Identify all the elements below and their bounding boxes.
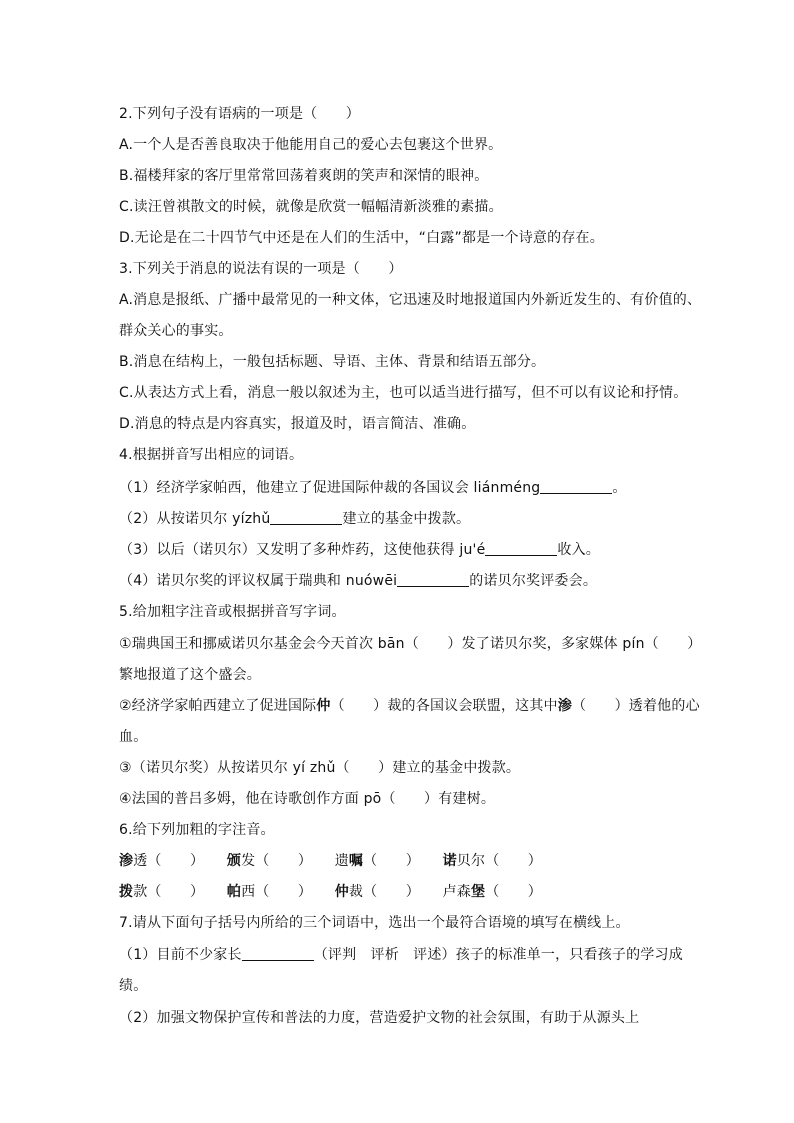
pinyin-item: 卢森堡（ ） xyxy=(442,884,542,900)
question-6-row-1 xyxy=(119,851,679,871)
question-4-stem: 4.根据拼音写出相应的词语。 xyxy=(119,447,304,463)
question-5-item-2: ②经济学家帕西建立了促进国际仲（ ）裁的各国议会联盟，这其中渗（ ）透着他的心 xyxy=(119,698,700,714)
question-5-stem: 5.给加粗字注音或根据拼音写字词。 xyxy=(119,604,346,620)
question-3-option-b: B.消息在结构上，一般包括标题、导语、主体、背景和结语五部分。 xyxy=(119,354,546,370)
question-3-option-a: A.消息是报纸、广播中最常见的一种文体，它迅速及时地报道国内外新近发生的、有价值的、 xyxy=(119,292,702,308)
pinyin-item: 遗嘱（ ） xyxy=(334,853,420,869)
pinyin-item: 诺贝尔（ ） xyxy=(442,853,542,869)
answer-blank[interactable] xyxy=(540,479,612,494)
question-2-stem: 2.下列句子没有语病的一项是（ ） xyxy=(119,106,360,122)
question-5-item-4: ④法国的普吕多姆，他在诗歌创作方面 pō（ ）有建树。 xyxy=(119,791,496,807)
question-6-row-2 xyxy=(119,882,679,902)
answer-blank[interactable] xyxy=(242,946,314,961)
question-5-item-3: ③（诺贝尔奖）从按诺贝尔 yí zhǔ（ ）建立的基金中拨款。 xyxy=(119,760,521,776)
answer-blank[interactable] xyxy=(485,541,557,556)
pinyin-item: 拨款（ ） xyxy=(119,884,205,900)
answer-blank[interactable] xyxy=(397,572,469,587)
question-2-option-c: C.读汪曾祺散文的时候，就像是欣赏一幅幅清新淡雅的素描。 xyxy=(119,199,503,215)
answer-blank[interactable] xyxy=(270,510,342,525)
question-5-item-2-cont: 血。 xyxy=(119,729,148,745)
question-5-item-1: ①瑞典国王和挪威诺贝尔基金会今天首次 bān（ ）发了诺贝尔奖，多家媒体 pín（ ） xyxy=(119,636,702,652)
question-3-option-d: D.消息的特点是内容真实，报道及时，语言简洁、准确。 xyxy=(119,416,476,432)
question-6-stem: 6.给下列加粗的字注音。 xyxy=(119,822,275,838)
question-7-item-1-cont: 绩。 xyxy=(119,978,148,994)
question-4-item-4: （4）诺贝尔奖的评议权属于瑞典和 nuówēi 的诺贝尔奖评委会。 xyxy=(119,573,598,589)
pinyin-item: 颁发（ ） xyxy=(226,853,313,869)
pinyin-item: 仲裁（ ） xyxy=(334,884,420,900)
pinyin-item: 帕西（ ） xyxy=(226,884,313,900)
question-3-option-a-cont: 群众关心的事实。 xyxy=(119,323,233,339)
question-3-stem: 3.下列关于消息的说法有误的一项是（ ） xyxy=(119,261,403,277)
question-3-option-c: C.从表达方式上看，消息一般以叙述为主，也可以适当进行描写，但不可以有议论和抒情。 xyxy=(119,385,688,401)
pinyin-item: 渗透（ ） xyxy=(119,853,205,869)
question-2-option-b: B.福楼拜家的客厅里常常回荡着爽朗的笑声和深情的眼神。 xyxy=(119,168,489,184)
question-4-item-2: （2）从按诺贝尔 yízhǔ 建立的基金中拨款。 xyxy=(119,511,471,527)
question-7-item-2: （2）加强文物保护宣传和普法的力度，营造爱护文物的社会氛围，有助于从源头上 xyxy=(119,1010,640,1026)
question-2-option-d: D.无论是在二十四节气中还是在人们的生活中，“白露”都是一个诗意的存在。 xyxy=(119,230,604,246)
question-2-option-a: A.一个人是否善良取决于他能用自己的爱心去包裹这个世界。 xyxy=(119,137,503,153)
question-5-item-1-cont: 繁地报道了这个盛会。 xyxy=(119,667,261,683)
question-7-stem: 7.请从下面句子括号内所给的三个词语中，选出一个最符合语境的填写在横线上。 xyxy=(119,915,630,931)
question-4-item-1: （1）经济学家帕西，他建立了促进国际仲裁的各国议会 liánméng 。 xyxy=(119,480,627,496)
question-7-item-1: （1）目前不少家长 （评判 评析 评述）孩子的标准单一，只看孩子的学习成 xyxy=(119,947,683,963)
question-4-item-3: （3）以后（诺贝尔）又发明了多种炸药，这使他获得 ju'é 收入。 xyxy=(119,542,600,558)
